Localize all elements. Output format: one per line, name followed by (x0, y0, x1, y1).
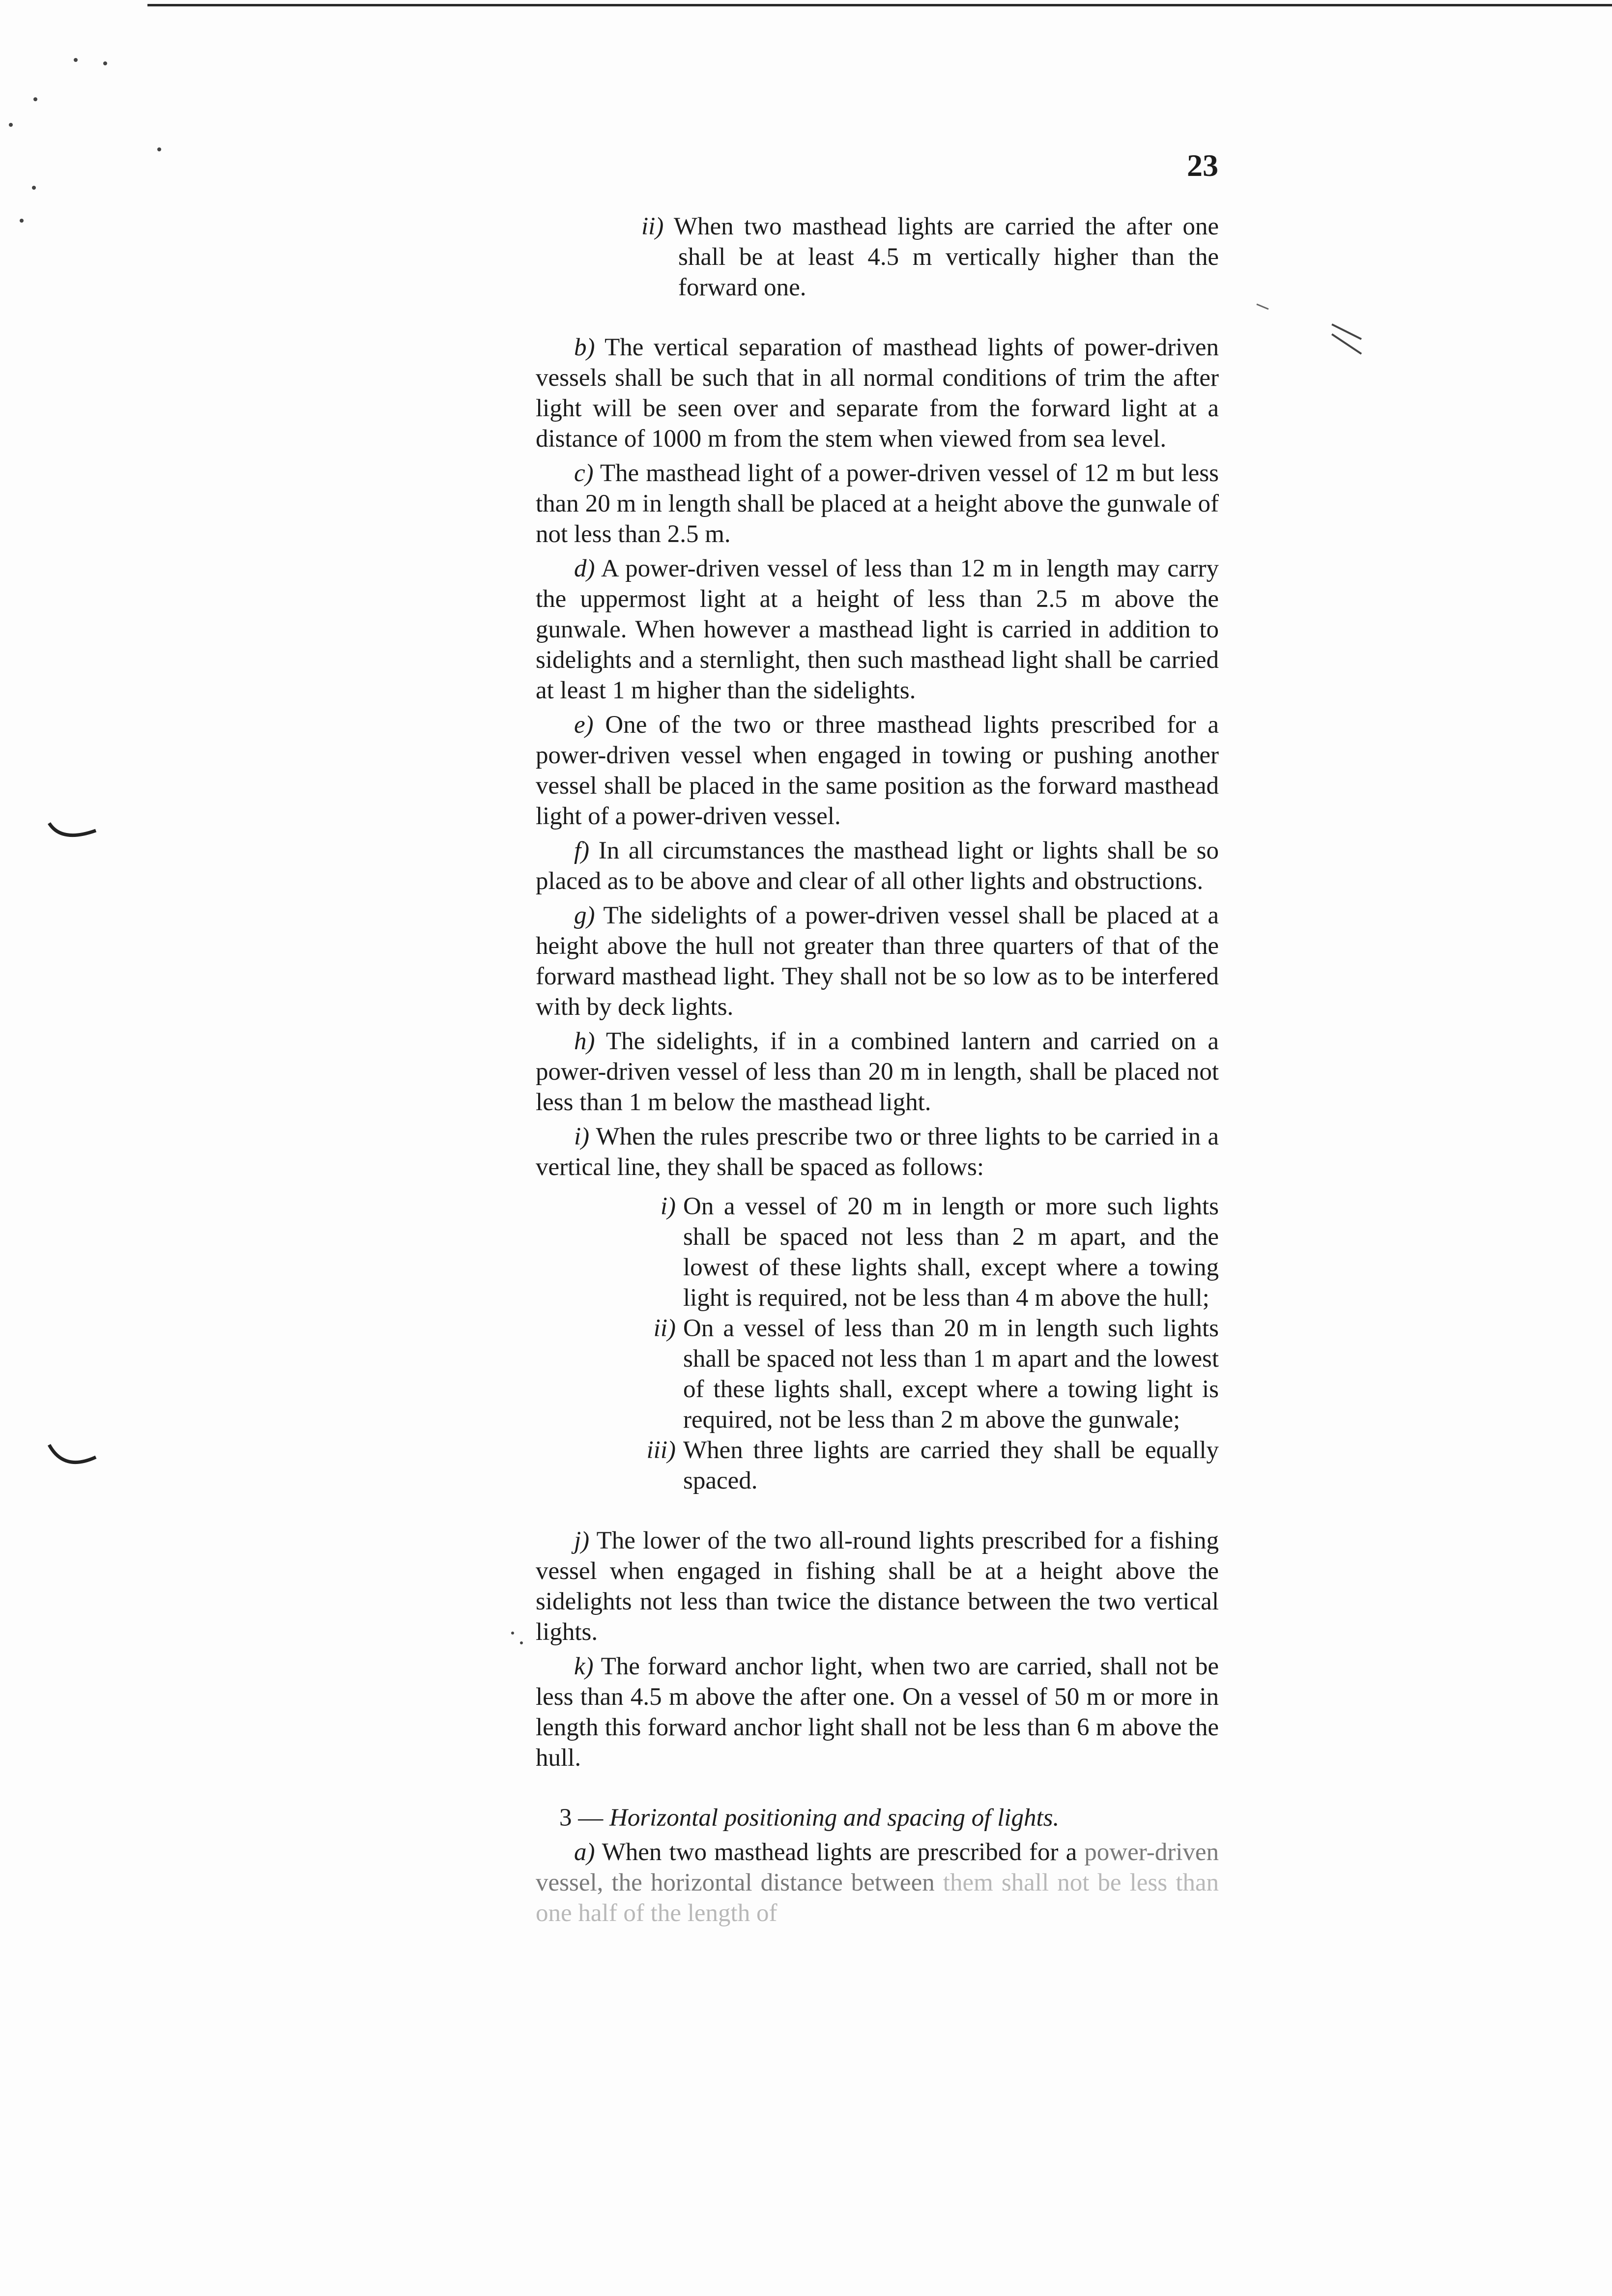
paragraph-text: When the rules prescribe two or three lights to be carried in a vertical line, they shall be spaced as follows: (536, 1123, 1219, 1181)
paragraph-text: The forward anchor light, when two are carried, shall not be less than 4.5 m above the after one. On a vessel of 50 m or more in length this forward anchor light shall not be less than 6 m above the hull. (536, 1653, 1219, 1772)
scan-speck (103, 61, 107, 65)
scan-speck (74, 58, 78, 62)
sub-item-number: i) (660, 1193, 676, 1220)
text-column (536, 211, 1219, 1928)
sub-item-number: iii) (646, 1436, 676, 1464)
sub-list-i (536, 1191, 1219, 1496)
scan-speck (157, 147, 161, 151)
paragraph-f (536, 835, 1219, 896)
margin-mark-icon (1256, 302, 1270, 312)
paragraph-text: One of the two or three masthead lights prescribed for a power-driven vessel when engaged in towing or pushing another vessel shall be placed in the same position as the forward masthead light of a power-driven vessel. (536, 711, 1219, 830)
paragraph-text: The sidelights of a power-driven vessel shall be placed at a height above the hull not greater than three quarters of that of the forward masthead light. They shall not be so low as to be interfered with by deck lights. (536, 902, 1219, 1021)
scan-speck (33, 97, 37, 101)
sub-item-number: ii) (653, 1315, 676, 1342)
paragraph-text: When two masthead lights are prescribed for a (602, 1838, 1077, 1866)
paragraph-text: The sidelights, if in a combined lantern and carried on a power-driven vessel of less than 20 m in length, shall be placed not less than 1 m below the masthead light. (536, 1028, 1219, 1116)
paragraph-label: e) (574, 711, 594, 739)
sub-list-item (536, 1191, 1219, 1313)
sub-list-item (536, 1435, 1219, 1496)
paragraph-label: c) (574, 459, 594, 487)
paragraph-label: h) (574, 1028, 595, 1055)
sub-item-text: When three lights are carried they shall be equally spaced. (683, 1436, 1219, 1494)
paragraph-j (536, 1525, 1219, 1647)
paragraph-d (536, 553, 1219, 706)
paragraph-text: The masthead light of a power-driven vessel of 12 m but less than 20 m in length shall be placed at a height above the gunwale of not less than 2.5 m. (536, 459, 1219, 548)
paragraph-label: f) (574, 837, 590, 864)
paragraph-h (536, 1026, 1219, 1118)
paragraph-text: The lower of the two all-round lights prescribed for a fishing vessel when engaged in fishing shall be at a height above the sidelights not less than twice the distance between the two vertical lights. (536, 1527, 1219, 1646)
margin-mark-icon (1327, 319, 1366, 359)
paragraph-text-faded: power-driven vessel, the horizontal distance between (536, 1838, 1219, 1896)
margin-mark-icon (47, 816, 101, 845)
sub-item-text: On a vessel of 20 m in length or more such lights shall be spaced not less than 2 m apart, and the lowest of these lights shall, except where a towing light is required, not be less than 4 m above the hull; (683, 1193, 1219, 1312)
margin-mark-icon (47, 1440, 101, 1474)
scan-speck (511, 1632, 514, 1635)
paragraph-text-faded-more: them shall not be less than one half of the length of (536, 1869, 1219, 1927)
paragraph-g (536, 900, 1219, 1022)
paragraph-text: In all circumstances the masthead light or lights shall be so placed as to be above and clear of all other lights and obstructions. (536, 837, 1219, 895)
section-title: Horizontal positioning and spacing of lights. (609, 1804, 1060, 1832)
sub-item-text: On a vessel of less than 20 m in length such lights shall be spaced not less than 1 m apart and the lowest of these lights shall, except where a towing light is required, not be less than 2 m above the gunwale; (683, 1315, 1219, 1434)
scan-speck (32, 186, 36, 190)
paragraph-label: j) (574, 1527, 590, 1554)
paragraph-label: g) (574, 902, 595, 929)
paragraph-k (536, 1651, 1219, 1773)
paragraph-section3-a (536, 1837, 1219, 1928)
paragraph-text: The vertical separation of masthead lights of power-driven vessels shall be such that in all normal conditions of trim the after light will be seen over and separate from the forward light at a distance of 1000 m from the stem when viewed from sea level. (536, 334, 1219, 453)
paragraph-c (536, 458, 1219, 549)
item-text: When two masthead lights are carried the after one shall be at least 4.5 m vertically higher than the forward one. (673, 213, 1219, 301)
section-number: 3 — (559, 1804, 604, 1832)
paragraph-label: k) (574, 1653, 594, 1680)
paragraph-b (536, 332, 1219, 454)
scan-speck (20, 219, 24, 223)
paragraph-label: d) (574, 555, 595, 582)
sub-list-item (536, 1313, 1219, 1435)
paragraph-e (536, 710, 1219, 832)
item-label: ii) (641, 213, 664, 240)
scan-speck (520, 1641, 523, 1644)
paragraph-label: a) (574, 1838, 595, 1866)
list-item-ii (536, 211, 1219, 303)
paragraph-label: i) (574, 1123, 590, 1150)
paragraph-text: A power-driven vessel of less than 12 m in length may carry the uppermost light at a height of less than 2.5 m above the gunwale. When however a masthead light is carried in addition to sidelights and a sternlight, then such masthead light shall be carried at least 1 m higher than the sidelights. (536, 555, 1219, 704)
section-heading (536, 1803, 1219, 1833)
top-border-line (147, 4, 1612, 6)
page-number: 23 (1187, 148, 1218, 183)
paragraph-i (536, 1121, 1219, 1182)
paragraph-label: b) (574, 334, 595, 361)
scan-speck (9, 123, 13, 127)
